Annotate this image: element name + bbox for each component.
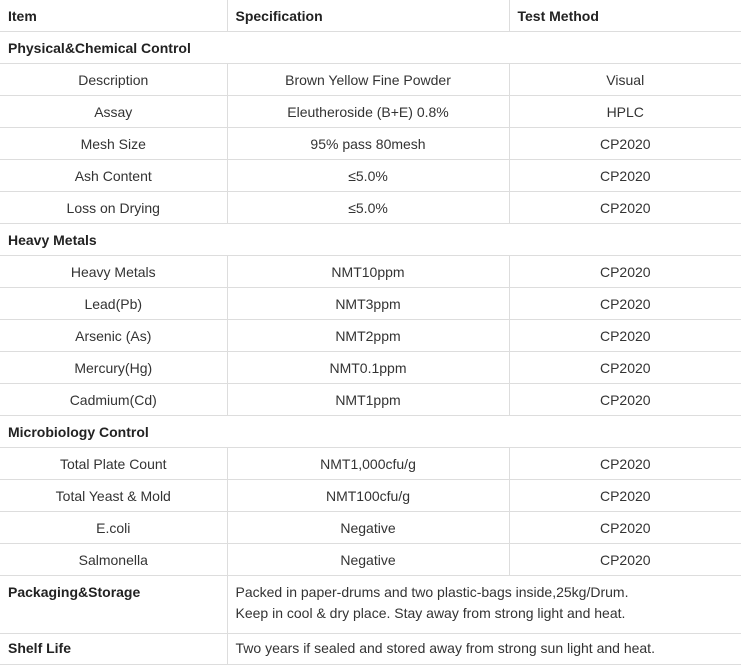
spec-cell: 95% pass 80mesh [227, 128, 509, 160]
table-row [0, 480, 741, 512]
spec-cell: NMT0.1ppm [227, 352, 509, 384]
method-cell: CP2020 [509, 384, 741, 416]
item-cell: Heavy Metals [0, 256, 227, 288]
method-cell: CP2020 [509, 128, 741, 160]
item-cell: Total Yeast & Mold [0, 480, 227, 512]
spec-cell: NMT2ppm [227, 320, 509, 352]
packaging-row [0, 576, 741, 634]
method-cell: CP2020 [509, 288, 741, 320]
table-row [0, 288, 741, 320]
item-cell: Description [0, 64, 227, 96]
method-cell: CP2020 [509, 160, 741, 192]
spec-cell: NMT1ppm [227, 384, 509, 416]
table-row [0, 128, 741, 160]
header-test-method: Test Method [509, 0, 741, 32]
spec-cell: ≤5.0% [227, 160, 509, 192]
section-row [0, 224, 741, 256]
item-cell: E.coli [0, 512, 227, 544]
shelf-life-text: Two years if sealed and stored away from strong sun light and heat. [227, 634, 741, 665]
table-row [0, 256, 741, 288]
table-row [0, 352, 741, 384]
section-row [0, 32, 741, 64]
spec-cell: NMT3ppm [227, 288, 509, 320]
method-cell: CP2020 [509, 480, 741, 512]
method-cell: CP2020 [509, 544, 741, 576]
item-cell: Mesh Size [0, 128, 227, 160]
spec-cell: NMT1,000cfu/g [227, 448, 509, 480]
item-cell: Ash Content [0, 160, 227, 192]
table-row [0, 448, 741, 480]
table-row [0, 544, 741, 576]
header-specification: Specification [227, 0, 509, 32]
spec-cell: Brown Yellow Fine Powder [227, 64, 509, 96]
method-cell: CP2020 [509, 320, 741, 352]
item-cell: Salmonella [0, 544, 227, 576]
item-cell: Total Plate Count [0, 448, 227, 480]
packaging-line-1: Packed in paper-drums and two plastic-bags inside,25kg/Drum. [235, 584, 629, 600]
method-cell: CP2020 [509, 192, 741, 224]
spec-cell: Negative [227, 512, 509, 544]
table-row [0, 192, 741, 224]
method-cell: CP2020 [509, 352, 741, 384]
section-title: Microbiology Control [0, 416, 741, 448]
table-row [0, 64, 741, 96]
item-cell: Arsenic (As) [0, 320, 227, 352]
spec-cell: ≤5.0% [227, 192, 509, 224]
section-title: Heavy Metals [0, 224, 741, 256]
spec-cell: NMT10ppm [227, 256, 509, 288]
spec-cell: Negative [227, 544, 509, 576]
item-cell: Lead(Pb) [0, 288, 227, 320]
item-cell: Assay [0, 96, 227, 128]
item-cell: Cadmium(Cd) [0, 384, 227, 416]
method-cell: HPLC [509, 96, 741, 128]
packaging-line-2: Keep in cool & dry place. Stay away from strong light and heat. [235, 605, 626, 621]
item-cell: Mercury(Hg) [0, 352, 227, 384]
packaging-label: Packaging&Storage [0, 576, 227, 634]
header-item: Item [0, 0, 227, 32]
spec-cell: NMT100cfu/g [227, 480, 509, 512]
method-cell: CP2020 [509, 512, 741, 544]
table-row [0, 160, 741, 192]
section-row [0, 416, 741, 448]
section-title: Physical&Chemical Control [0, 32, 741, 64]
header-row [0, 0, 741, 32]
shelf-life-label: Shelf Life [0, 634, 227, 665]
method-cell: CP2020 [509, 448, 741, 480]
spec-cell: Eleutheroside (B+E) 0.8% [227, 96, 509, 128]
table-row [0, 512, 741, 544]
item-cell: Loss on Drying [0, 192, 227, 224]
method-cell: CP2020 [509, 256, 741, 288]
table-row [0, 320, 741, 352]
table-row [0, 96, 741, 128]
table-row [0, 384, 741, 416]
method-cell: Visual [509, 64, 741, 96]
packaging-text [227, 576, 741, 634]
